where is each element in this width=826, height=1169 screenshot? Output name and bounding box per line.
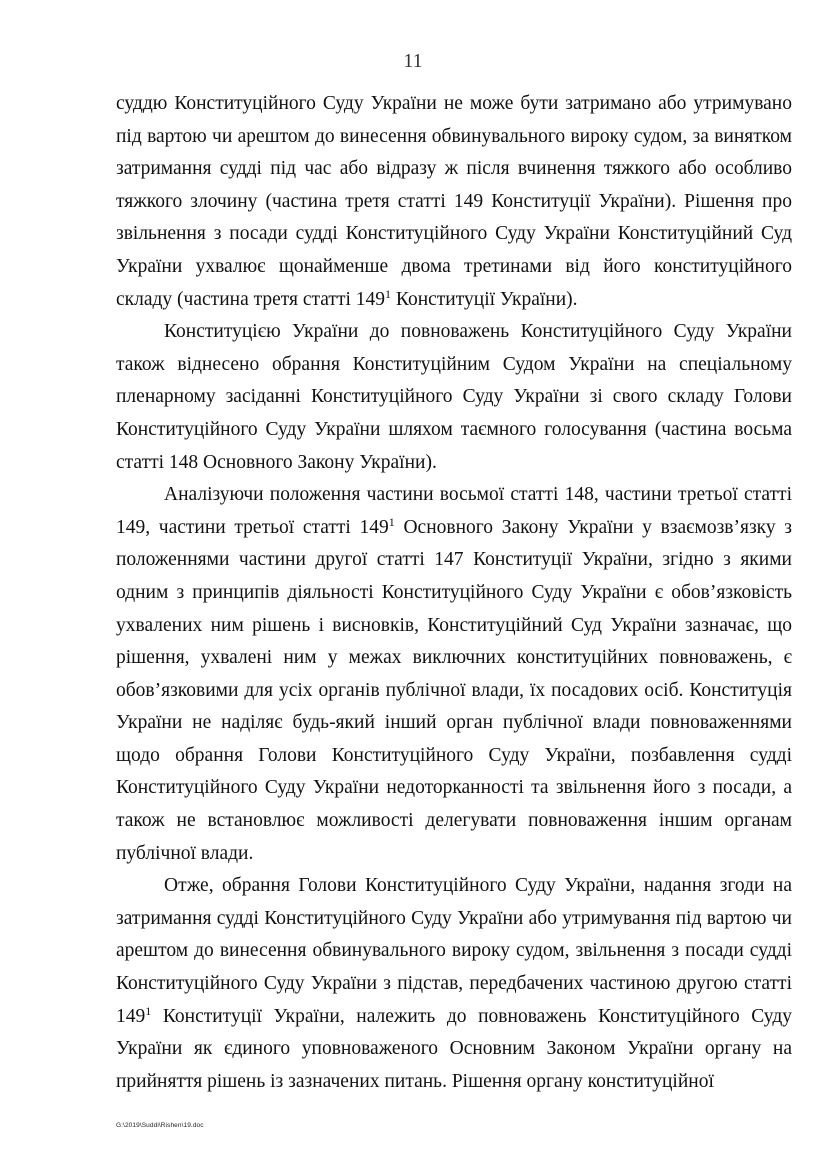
paragraph-text: Конституції України, належить до повноважень Конституційного Суду України як єдиного уповноваженого Основним Законом України органу на прийняття рішень із зазначених питань. Рішення органу конституційної bbox=[116, 1005, 792, 1092]
paragraph bbox=[116, 316, 792, 479]
paragraph-text: Основного Закону України у взаємозв’язку з положеннями частини другої статті 147 Конституції України, згідно з якими одним з принципів діяльності Конституційного Суду України є обов’язковість ухвалених ним рішень і висновків, Конституційний Суд України зазначає, що рішення, ухвалені ним у межах виключних конституційних повноважень, є обов’язковими для усіх органів публічної влади, їх посадових осіб. Конституція України не наділяє будь-який інший орган публічної влади повноваженнями щодо обрання Голови Конституційного Суду України, позбавлення судді Конституційного Суду України недоторканності та звільнення його з посади, а також не встановлює можливості делегувати повноваження іншим органам публічної влади. bbox=[116, 516, 792, 864]
superscript: 1 bbox=[145, 1003, 152, 1018]
paragraph-text: Отже, обрання Голови Конституційного Суду України, надання згоди на затримання судді Конституційного Суду України або утримування під вартою чи арештом до винесення обвинувального вироку судом, звільнення з посади судді Конституційного Суду України з підстав, передбачених частиною другою статті 149 bbox=[116, 875, 792, 1027]
paragraph-text: Конституції України). bbox=[391, 288, 578, 310]
document-body bbox=[116, 88, 792, 1098]
paragraph-text: Аналізуючи положення частини восьмої статті 148, частини третьої статті 149, частини третьої статті 149 bbox=[116, 484, 792, 538]
page-number: 11 bbox=[403, 50, 423, 72]
superscript: 1 bbox=[385, 286, 392, 301]
paragraph bbox=[116, 479, 792, 870]
paragraph bbox=[116, 870, 792, 1098]
paragraph-text: Конституцією України до повноважень Конституційного Суду України також віднесено обрання Конституційним Судом України на спеціальному пленарному засіданні Конституційного Суду України зі свого складу Голови Конституційного Суду України шляхом таємного голосування (частина восьма статті 148 Основного Закону України). bbox=[116, 321, 792, 473]
paragraph-text: суддю Конституційного Суду України не може бути затримано або утримувано під вартою чи арештом до винесення обвинувального вироку судом, за винятком затримання судді під час або відразу ж після вчинення тяжкого або особливо тяжкого злочину (частина третя статті 149 Конституції України). Рішення про звільнення з посади судді Конституційного Суду України Конституційний Суд України ухвалює щонайменше двома третинами від його конституційного складу (частина третя статті 149 bbox=[116, 93, 792, 310]
superscript: 1 bbox=[388, 514, 395, 529]
paragraph bbox=[116, 88, 792, 316]
footer-file-path: G:\2019\Suddi\Rishen\19.doc bbox=[116, 1122, 204, 1129]
